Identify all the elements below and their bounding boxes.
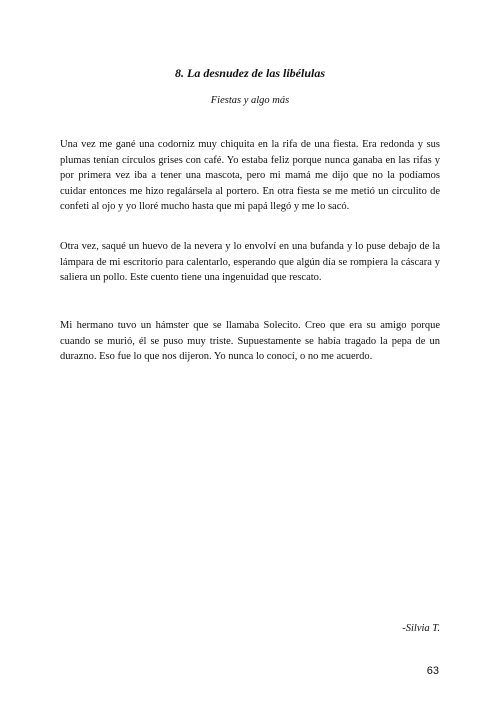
paragraph-huevo: Otra vez, saqué un huevo de la nevera y lo envolví en una bufanda y lo puse debajo de la lámpara de mi escritorio para calentarlo, esperando que algún día se rompiera la cáscara y saliera un pollo. Este cuento tiene una ingenuidad que rescato. [60, 241, 440, 283]
paragraph-hamster: Mi hermano tuvo un hámster que se llamaba Solecito. Creo que era su amigo porque cuando se murió, él se puso muy triste. Supuestamente se había tragado la pepa de un durazno. Eso fue lo que nos dijeron. Yo nunca lo conocí, o no me acuerdo. [60, 320, 440, 362]
author-signature: -Silvia T. [402, 623, 440, 634]
paragraph-codorniz: Una vez me gané una codorniz muy chiquita en la rifa de una fiesta. Era redonda y sus plumas tenían círculos grises con café. Yo estaba feliz porque nunca ganaba en las rifas y por primera vez iba a tener una mascota, pero mi mamá me dijo que no la podíamos cuidar entonces me hizo regalársela al portero. En otra fiesta se me metió un circulito de confeti al ojo y yo lloré mucho hasta que mi papá llegó y me lo sacó. [60, 139, 440, 212]
page-number: 63 [426, 665, 439, 677]
chapter-title: 8. La desnudez de las libélulas [174, 66, 325, 80]
chapter-subtitle: Fiestas y algo más [210, 95, 290, 106]
